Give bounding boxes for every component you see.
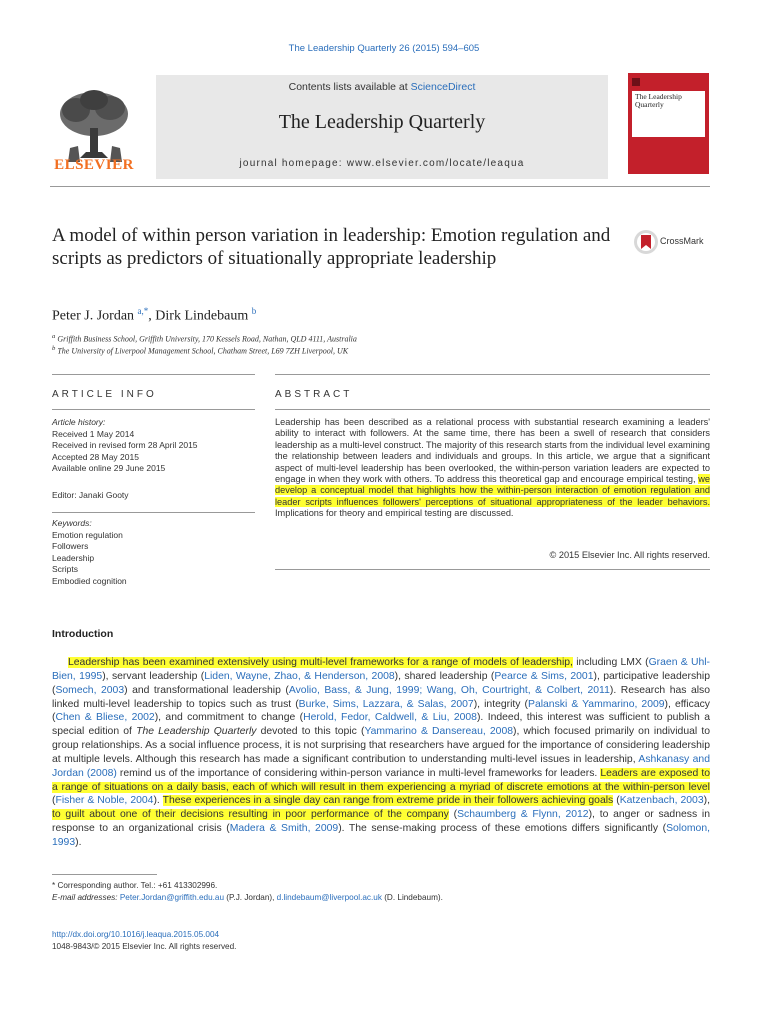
intro-text: ). Research has also linked multi-level leadership to topics such as trust (	[52, 684, 711, 710]
journal-homepage	[156, 158, 608, 169]
intro-text: ). Indeed, this interest was sufficient to publish a special edition of	[52, 712, 710, 738]
reference-link[interactable]: Herold, Fedor, Caldwell, & Liu, 2008	[303, 712, 477, 724]
keywords-list	[52, 518, 252, 587]
reference-link[interactable]: Palanski & Yammarino, 2009	[528, 698, 665, 710]
divider	[52, 409, 255, 410]
email-link[interactable]: Peter.Jordan@griffith.edu.au	[119, 893, 225, 902]
intro-text: (	[448, 809, 458, 821]
journal-title: The Leadership Quarterly	[278, 111, 486, 133]
accepted-date: Accepted 28 May 2015	[52, 451, 139, 462]
abstract-text	[275, 417, 710, 520]
intro-text: remind us of the importance of considering within-person variance in multi-level frameworks for leaders.	[116, 767, 601, 779]
corresponding-author: Corresponding author. Tel.: +61 413302996.	[55, 881, 218, 890]
reference-link[interactable]: Avolio, Bass, & Jung, 1999; Wang, Oh, Courtright, & Colbert, 2011	[288, 684, 610, 696]
affiliation-b	[52, 345, 348, 356]
intro-text: ), servant leadership (	[102, 670, 205, 682]
author-list	[52, 306, 256, 325]
history-label: Article history:	[52, 417, 106, 427]
doi-link[interactable]: http://dx.doi.org/10.1016/j.leaqua.2015.05.004	[52, 930, 220, 939]
footnote-marker: *	[52, 881, 56, 890]
intro-text: ),	[703, 795, 710, 807]
reference-link[interactable]: Fisher & Noble, 2004	[55, 795, 154, 807]
email-owner: (P.J. Jordan),	[224, 893, 277, 902]
cover-logo-icon	[632, 78, 640, 86]
journal-citation[interactable]: The Leadership Quarterly 26 (2015) 594–605	[288, 43, 480, 54]
keyword: Leadership	[52, 552, 95, 563]
crossmark-label: CrossMark	[660, 236, 704, 246]
keyword: Embodied cognition	[52, 575, 127, 586]
received-date: Received 1 May 2014	[52, 428, 135, 439]
reference-link[interactable]: Liden, Wayne, Zhao, & Henderson, 2008	[204, 670, 395, 682]
intro-text: ), participative leadership (	[52, 670, 711, 696]
intro-highlight: These experiences in a single day can range from extreme pride in their followers achieving goals	[162, 795, 614, 807]
homepage-url[interactable]: www.elsevier.com/locate/leaqua	[346, 158, 525, 169]
author-name: Peter J. Jordan	[52, 308, 135, 324]
sciencedirect-link[interactable]: ScienceDirect	[410, 81, 476, 93]
intro-text: ), which focused primarily on individual to group relationships. As a social influence process, it is not surprising that researchers have argued for the importance of considering leadership at multiple levels. Although this research has made a significant contribution to understanding multi-level issues in leadership,	[52, 726, 711, 765]
affiliation-marker: a	[52, 333, 56, 340]
issn-line: 1048-9843/© 2015 Elsevier Inc. All rights reserved.	[52, 942, 237, 951]
keywords-label: Keywords:	[52, 518, 92, 528]
abstract-copyright: © 2015 Elsevier Inc. All rights reserved.	[549, 550, 710, 560]
intro-highlight: Leaders are exposed to a range of situations on a daily basis, each of which will result in them experiencing a myriad of discrete emotions at the within-person level	[52, 767, 710, 793]
intro-text: ), efficacy (	[52, 698, 710, 724]
reference-link[interactable]: Ashkanasy and Jordan (2008)	[52, 753, 710, 779]
reference-link[interactable]: Somech, 2003	[55, 684, 125, 696]
article-title: A model of within person variation in leadership: Emotion regulation and scripts as predictors of situationally appropriate leadership	[52, 225, 611, 269]
divider	[275, 409, 710, 410]
email-label: E-mail addresses:	[52, 893, 118, 902]
online-date: Available online 29 June 2015	[52, 463, 166, 473]
affiliation-a	[52, 333, 357, 344]
reference-link[interactable]: Burke, Sims, Lazzara, & Salas, 2007	[298, 698, 474, 710]
intro-text: ), integrity (	[473, 698, 529, 710]
intro-text: ), shared leadership (	[394, 670, 495, 682]
crossmark-button[interactable]	[633, 229, 713, 255]
intro-text: ) and transformational leadership (	[124, 684, 289, 696]
reference-link[interactable]: Schaumberg & Flynn, 2012	[457, 809, 589, 821]
intro-text: (	[613, 795, 620, 807]
keyword: Followers	[52, 541, 89, 551]
intro-text: (	[52, 795, 56, 807]
email-owner: (D. Lindebaum).	[381, 893, 443, 902]
editor-line: Editor: Janaki Gooty	[52, 490, 129, 500]
reference-link[interactable]: Chen & Bliese, 2002	[55, 712, 155, 724]
contents-line	[156, 81, 608, 93]
journal-cover-thumbnail[interactable]	[628, 73, 709, 174]
divider	[52, 512, 255, 513]
author-affiliation-marker[interactable]: a,*	[137, 306, 149, 316]
keyword: Emotion regulation	[52, 529, 123, 540]
divider	[275, 374, 710, 375]
author-separator: ,	[148, 308, 156, 324]
journal-name-italic: The Leadership Quarterly	[136, 726, 257, 738]
article-info-heading: ARTICLE INFO	[52, 389, 157, 400]
introduction-paragraph	[52, 656, 710, 850]
divider	[275, 569, 710, 570]
header-divider	[50, 186, 710, 187]
keyword: Scripts	[52, 564, 78, 574]
reference-link[interactable]: Graen & Uhl-Bien, 1995	[52, 657, 710, 682]
intro-text: ).	[153, 795, 163, 807]
abstract-sentence: Implications for theory and empirical testing are discussed.	[275, 508, 514, 519]
affiliation-text: Griffith Business School, Griffith University, 170 Kessels Road, Nathan, QLD 4111, Australia	[57, 334, 357, 344]
affiliation-text: The University of Liverpool Management School, Chatham Street, L69 7ZH Liverpool, UK	[57, 346, 349, 356]
intro-text: including LMX (	[572, 657, 649, 668]
doi-block	[52, 929, 452, 953]
reference-link[interactable]: Yammarino & Dansereau, 2008	[364, 726, 514, 738]
intro-text: ).	[75, 836, 82, 848]
intro-text: ), to anger or sadness in response to an organizational crisis (	[52, 809, 710, 835]
crossmark-icon	[633, 229, 659, 255]
intro-text: ), and commitment to change (	[154, 712, 304, 724]
affiliation-marker: b	[52, 345, 56, 352]
intro-text: ). The sense-making process of these emotions differs significantly (	[338, 823, 667, 835]
revised-date: Received in revised form 28 April 2015	[52, 440, 198, 450]
author-name: Dirk Lindebaum	[155, 308, 249, 324]
footnote	[52, 880, 710, 904]
introduction-heading: Introduction	[52, 628, 114, 640]
homepage-prefix: journal homepage:	[239, 158, 347, 169]
reference-link[interactable]: Katzenbach, 2003	[619, 795, 704, 807]
abstract-heading: ABSTRACT	[275, 389, 353, 400]
divider	[52, 374, 255, 375]
abstract-sentence: Leadership has been described as a relational process with substantial research examining a leaders' ability to interact with followers. At the same time, there has been a swell of research that considers leadership as a multi-level construct. The majority of this research starts from the individual level examining the relationship between leaders and individuals and groups. In this article, we argue that a significant aspect of multi-level leadership has been overlooked, the within-person variation leaders are expected to engage in when they work with others. To address this theoretical gap and encourage empirical testing,	[275, 417, 710, 485]
intro-highlight: Leadership has been examined extensively using multi-level frameworks for a range of models of leadership,	[68, 657, 573, 668]
article-history	[52, 417, 252, 475]
reference-link[interactable]: Madera & Smith, 2009	[229, 823, 339, 835]
intro-highlight: to guilt about one of their decisions resulting in poor performance of the company	[52, 809, 449, 821]
contents-prefix: Contents lists available at	[288, 81, 411, 93]
author-affiliation-marker[interactable]: b	[251, 306, 257, 316]
reference-link[interactable]: Pearce & Sims, 2001	[494, 670, 594, 682]
email-link[interactable]: d.lindebaum@liverpool.ac.uk	[276, 893, 382, 902]
reference-link[interactable]: Solomon, 1993	[52, 823, 710, 848]
cover-title: The Leadership Quarterly	[632, 91, 705, 137]
footnote-divider	[52, 874, 157, 875]
publisher-name[interactable]: ELSEVIER	[54, 157, 134, 173]
intro-text: devoted to this topic (	[256, 726, 365, 738]
abstract-highlight: we develop a conceptual model that highlights how the within-person interaction of emotion regulation and leader scripts influences followers' perceptions of situational appropriateness of the leader behaviors.	[275, 474, 710, 507]
